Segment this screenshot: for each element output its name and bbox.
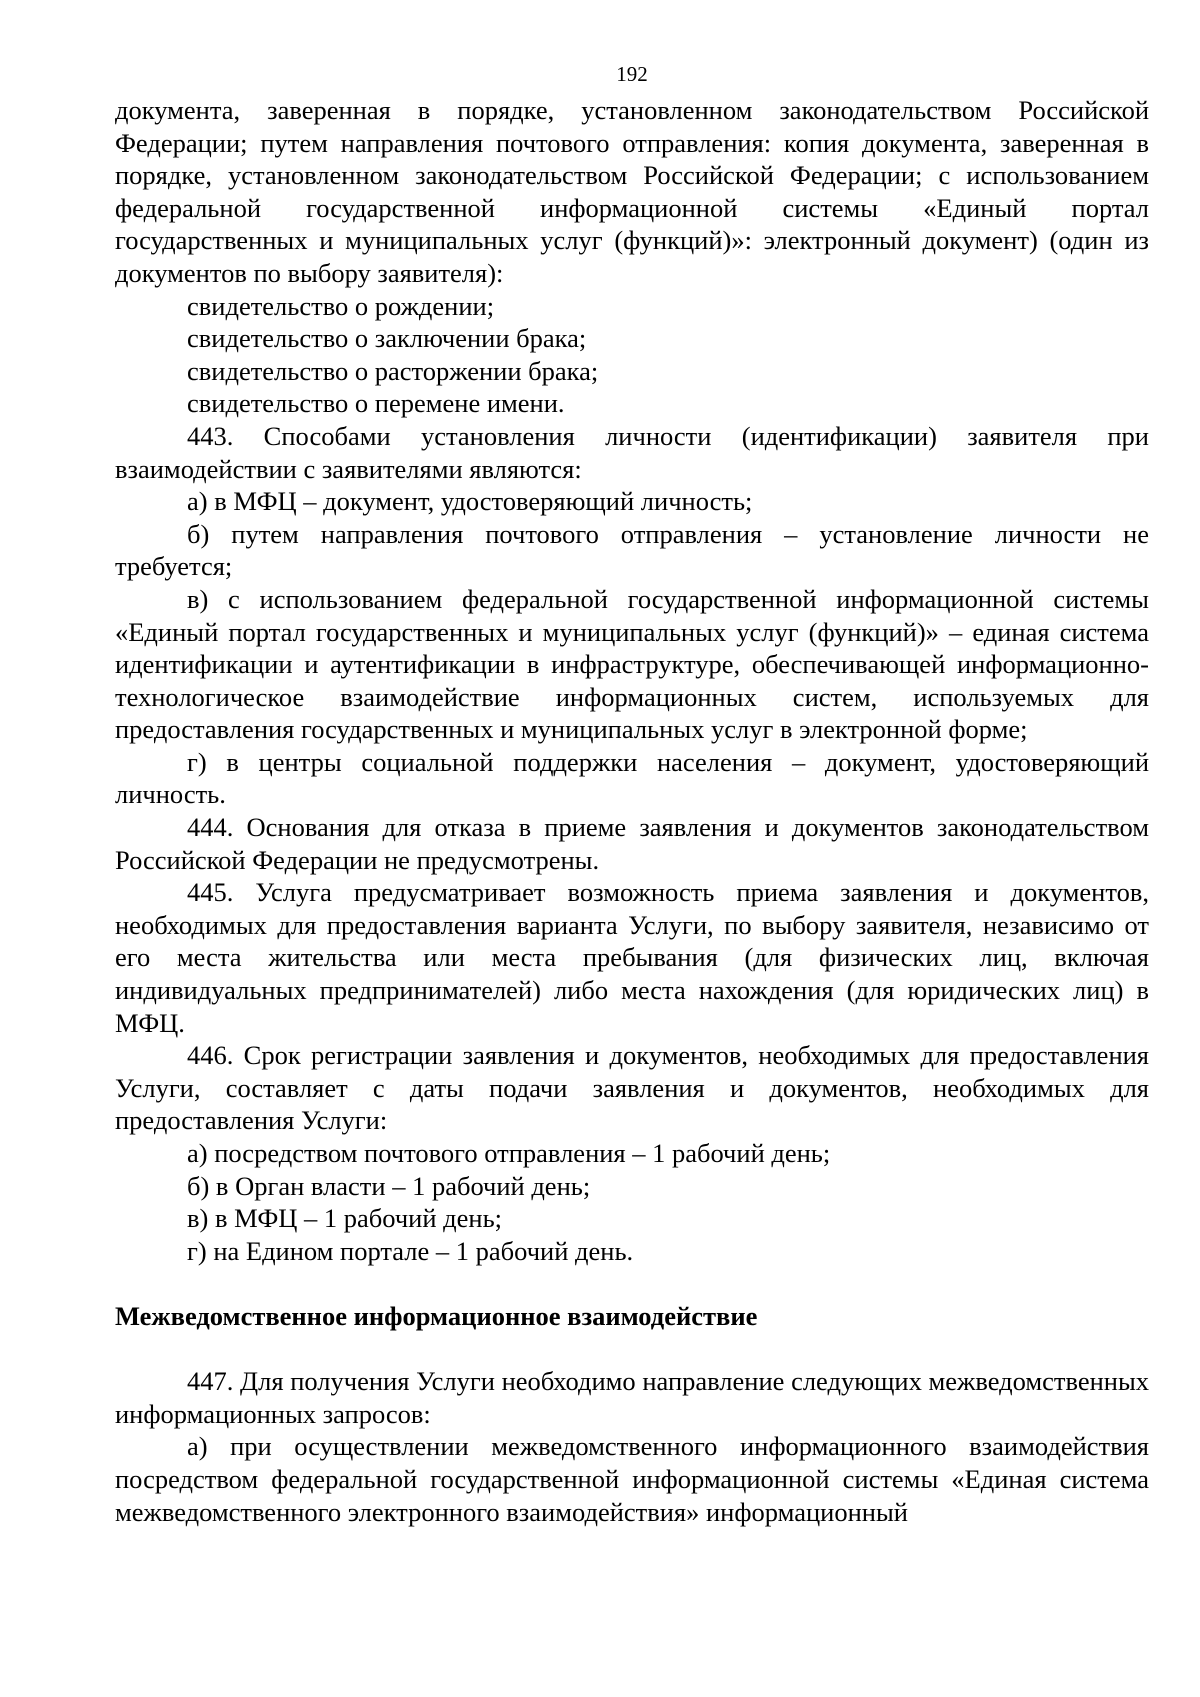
document-body xyxy=(115,94,1149,1528)
section-heading: Межведомственное информационное взаимодействие xyxy=(115,1300,758,1331)
paragraph-446-g: г) на Едином портале – 1 рабочий день. xyxy=(187,1235,634,1266)
list-item-divorce-certificate: свидетельство о расторжении брака; xyxy=(187,355,599,386)
paragraph-446-b: б) в Орган власти – 1 рабочий день; xyxy=(187,1170,591,1201)
paragraph-446: 446. Срок регистрации заявления и документов, необходимых для предоставления Услуги, составляет с даты подачи заявления и документов, необходимых для предоставления Услуги: xyxy=(115,1040,1149,1136)
list-item-birth-certificate: свидетельство о рождении; xyxy=(187,290,495,321)
paragraph-continuation: документа, заверенная в порядке, установленном законодательством Российской Федерации; путем направления почтового отправления: копия документа, заверенная в порядке, установленном законодательством Российской Федерации; с использованием федеральной государственной информационной системы «Единый портал государственных и муниципальных услуг (функций)»: электронный документ) (один из документов по выбору заявителя): xyxy=(115,95,1149,288)
paragraph-444: 444. Основания для отказа в приеме заявления и документов законодательством Российской Федерации не предусмотрены. xyxy=(115,812,1149,875)
paragraph-447-a: а) при осуществлении межведомственного информационного взаимодействия посредством федеральной государственной информационной системы «Единая система межведомственного электронного взаимодействия» информационный xyxy=(115,1431,1149,1527)
paragraph-446-v: в) в МФЦ – 1 рабочий день; xyxy=(187,1203,503,1234)
paragraph-443-g: г) в центры социальной поддержки населения – документ, удостоверяющий личность. xyxy=(115,746,1149,810)
page-number: 192 xyxy=(616,62,648,86)
paragraph-443-b: б) путем направления почтового отправления – установление личности не требуется; xyxy=(115,518,1149,582)
paragraph-443-v: в) с использованием федеральной государственной информационной системы «Единый портал государственных и муниципальных услуг (функций)» – единая система идентификации и аутентификации в инфраструктуре, обеспечивающей информационно-технологическое взаимодействие информационных систем, используемых для предоставления государственных и муниципальных услуг в электронной форме; xyxy=(115,583,1149,745)
paragraph-445: 445. Услуга предусматривает возможность приема заявления и документов, необходимых для предоставления варианта Услуги, по выбору заявителя, независимо от его места жительства или места пребывания (для физических лиц, включая индивидуальных предпринимателей) либо места нахождения (для юридических лиц) в МФЦ. xyxy=(115,877,1149,1038)
paragraph-443: 443. Способами установления личности (идентификации) заявителя при взаимодействии с заявителями являются: xyxy=(115,420,1149,484)
paragraph-447: 447. Для получения Услуги необходимо направление следующих межведомственных информационных запросов: xyxy=(115,1366,1149,1429)
document-page xyxy=(115,60,1149,1528)
paragraph-446-a: а) посредством почтового отправления – 1 рабочий день; xyxy=(187,1138,831,1168)
list-item-marriage-certificate: свидетельство о заключении брака; xyxy=(187,323,587,354)
list-item-name-change-certificate: свидетельство о перемене имени. xyxy=(187,388,565,419)
paragraph-443-a: а) в МФЦ – документ, удостоверяющий личность; xyxy=(187,486,753,517)
